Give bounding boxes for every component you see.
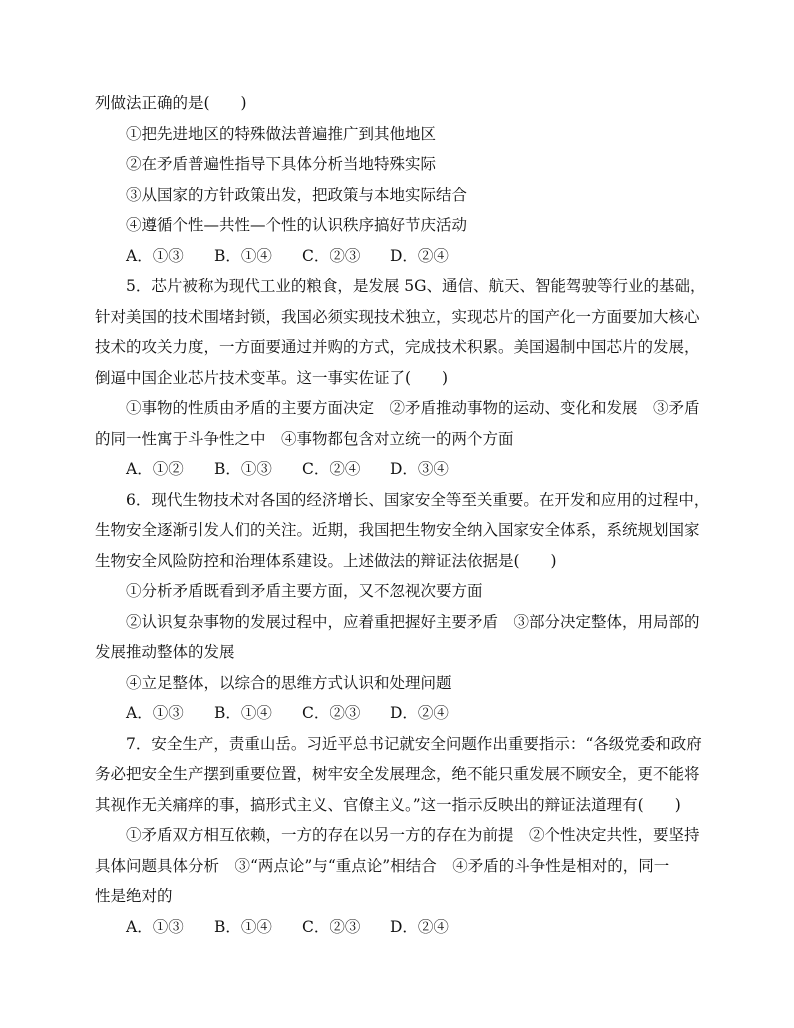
q7-item-line-3: 性是绝对的 xyxy=(95,887,173,905)
q6-option-d: D．②④ xyxy=(390,704,449,722)
q4-item-2: ②在矛盾普遍性指导下具体分析当地特殊实际 xyxy=(126,155,437,173)
q6-option-c: C．②③ xyxy=(302,704,361,722)
q6-item-2-cont: 发展推动整体的发展 xyxy=(95,643,235,661)
document-page xyxy=(95,88,710,942)
q5-option-a: A．①② xyxy=(126,460,184,478)
q4-option-b: B．①④ xyxy=(214,246,272,265)
q7-option-d: D．②④ xyxy=(390,917,449,936)
q6-option-a: A．①③ xyxy=(126,704,184,722)
q6-option-b: B．①④ xyxy=(214,704,272,722)
q5-stem-line-3: 技术的攻关力度，一方面要通过并购的方式，完成技术积累。美国遏制中国芯片的发展， xyxy=(95,338,700,356)
q5-option-c: C．②④ xyxy=(302,460,361,478)
q6-item-4: ④立足整体，以综合的思维方式认识和处理问题 xyxy=(126,673,452,692)
q7-option-c: C．②③ xyxy=(302,917,361,936)
q4-item-4: ④遵循个性—共性—个性的认识秩序搞好节庆活动 xyxy=(126,216,468,234)
q5-option-d: D．③④ xyxy=(390,460,449,478)
q5-item-line-2: 的同一性寓于斗争性之中 ④事物都包含对立统一的两个方面 xyxy=(95,429,514,448)
q7-option-b: B．①④ xyxy=(214,917,272,936)
q7-stem-line-3: 其视作无关痛痒的事，搞形式主义、官僚主义。”这一指示反映出的辩证法道理有( ) xyxy=(95,795,681,814)
q5-stem-line-4: 倒逼中国企业芯片技术变革。这一事实佐证了( ) xyxy=(95,368,449,387)
q6-item-1: ①分析矛盾既看到矛盾主要方面，又不忽视次要方面 xyxy=(126,582,483,600)
q4-item-3: ③从国家的方针政策出发，把政策与本地实际结合 xyxy=(126,185,468,204)
q6-item-2: ②认识复杂事物的发展过程中，应着重把握好主要矛盾 ③部分决定整体，用局部的 xyxy=(126,612,700,631)
q5-stem-line-1: 5．芯片被称为现代工业的粮食，是发展 5G、通信、航天、智能驾驶等行业的基础， xyxy=(126,277,706,295)
q6-stem-line-3: 生物安全风险防控和治理体系建设。上述做法的辩证法依据是( ) xyxy=(95,551,557,570)
q7-stem-line-2: 务必把安全生产摆到重要位置，树牢安全发展理念，绝不能只重发展不顾安全，更不能将 xyxy=(95,765,700,783)
q6-stem-line-2: 生物安全逐渐引发人们的关注。近期，我国把生物安全纳入国家安全体系，系统规划国家 xyxy=(95,521,700,539)
q6-options xyxy=(95,698,710,729)
q4-option-c: C．②③ xyxy=(302,246,361,265)
q7-option-a: A．①③ xyxy=(126,917,184,936)
q4-option-a: A．①③ xyxy=(126,246,184,265)
q5-stem-line-2: 针对美国的技术围堵封锁，我国必须实现技术独立，实现芯片的国产化一方面要加大核心 xyxy=(95,307,700,326)
q7-item-line-1: ①矛盾双方相互依赖，一方的存在以另一方的存在为前提 ②个性决定共性，要坚持 xyxy=(126,826,700,844)
q5-option-b: B．①③ xyxy=(214,460,272,478)
q4-options xyxy=(95,241,710,272)
q6-stem-line-1: 6．现代生物技术对各国的经济增长、国家安全等至关重要。在开发和应用的过程中， xyxy=(126,490,710,509)
q4-stem-tail: 列做法正确的是( ) xyxy=(95,94,247,112)
q5-options xyxy=(95,454,710,485)
q4-item-1: ①把先进地区的特殊做法普遍推广到其他地区 xyxy=(126,124,437,143)
q4-option-d: D．②④ xyxy=(390,246,449,265)
q7-stem-line-1: 7．安全生产，责重山岳。习近平总书记就安全问题作出重要指示：“各级党委和政府 xyxy=(126,734,702,753)
q5-item-line-1: ①事物的性质由矛盾的主要方面决定 ②矛盾推动事物的运动、变化和发展 ③矛盾 xyxy=(126,399,700,417)
q7-options xyxy=(95,912,710,943)
q7-item-line-2: 具体问题具体分析 ③“两点论”与“重点论”相结合 ④矛盾的斗争性是相对的，同一 xyxy=(95,856,670,875)
